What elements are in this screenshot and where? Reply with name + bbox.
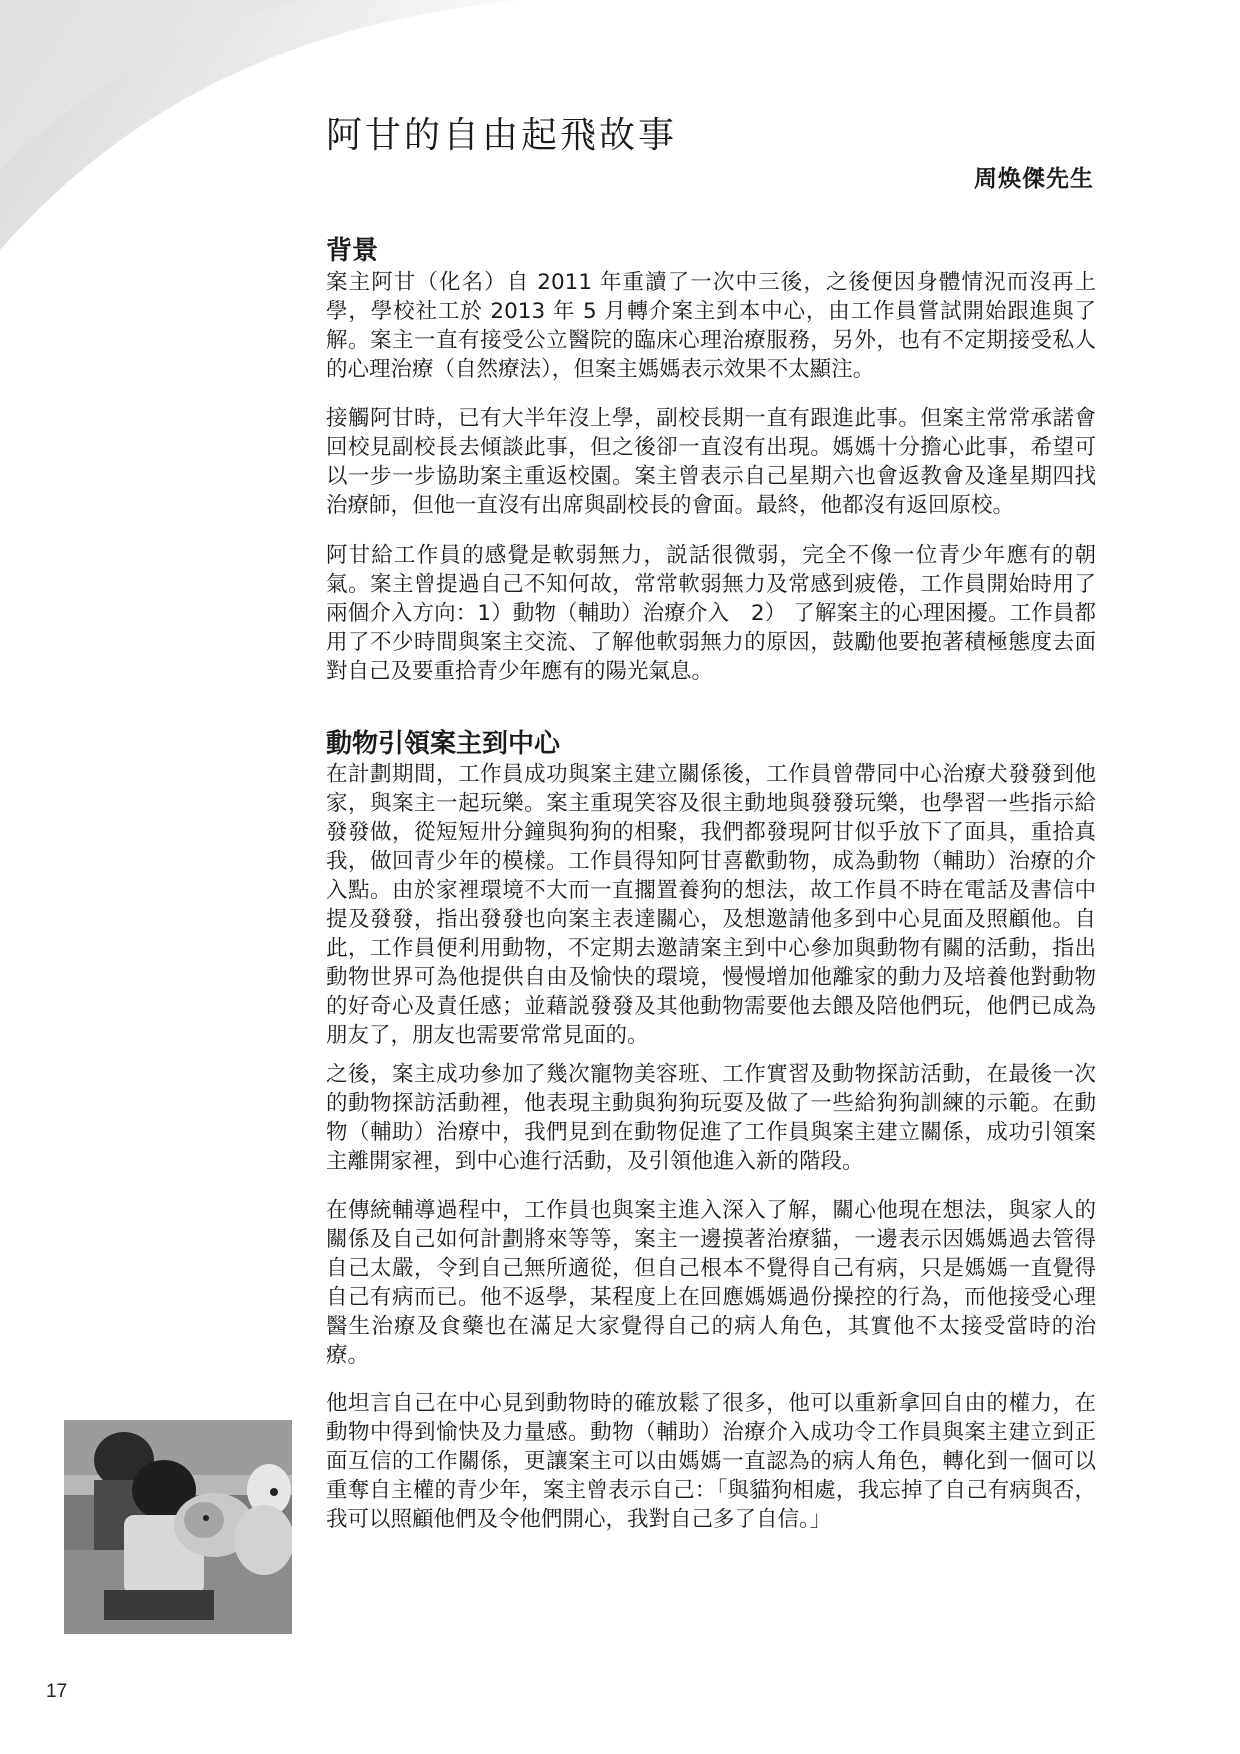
- paragraph: 案主阿甘（化名）自 2011 年重讀了一次中三後，之後便因身體情況而沒再上學，學校社工於 2013 年 5 月轉介案主到本中心，由工作員嘗試開始跟進與了解。案主一直有接受公立醫院的臨床心理治療服務，另外，也有不定期接受私人的心理治療（自然療法），但案主媽媽表示效果不太顯注。: [326, 270, 1096, 382]
- article-title: 阿甘的自由起飛故事: [326, 115, 678, 156]
- paragraph: 他坦言自己在中心見到動物時的確放鬆了很多，他可以重新拿回自由的權力，在動物中得到愉快及力量感。動物（輔助）治療介入成功令工作員與案主建立到正面互信的工作關係，更讓案主可以由媽媽一直認為的病人角色，轉化到一個可以重奪自主權的青少年，案主曾表示自己：「與貓狗相處，我忘掉了自己有病與否，我可以照顧他們及令他們開心，我對自己多了自信。」: [326, 1391, 1096, 1532]
- paragraph: 之後，案主成功參加了幾次寵物美容班、工作實習及動物探訪活動，在最後一次的動物探訪活動裡，他表現主動與狗狗玩耍及做了一些給狗狗訓練的示範。在動物（輔助）治療中，我們見到在動物促進了工作員與案主建立關係，成功引領案主離開家裡，到中心進行活動，及引領他進入新的階段。: [326, 1062, 1096, 1174]
- paragraph: 阿甘給工作員的感覺是軟弱無力，説話很微弱，完全不像一位青少年應有的朝氣。案主曾提過自己不知何故，常常軟弱無力及常感到疲倦，工作員開始時用了兩個介入方向：1）動物（輔助）治療介入 2） 了解案主的心理困擾。工作員都用了不少時間與案主交流、了解他軟弱無力的原因，鼓勵他要抱著積極態度去面對自己及要重拾青少年應有的陽光氣息。: [326, 543, 1096, 684]
- photo-teens-with-dogs: [64, 1420, 292, 1634]
- author-name: 周焕傑先生: [974, 166, 1094, 192]
- paragraph: 接觸阿甘時，已有大半年沒上學，副校長期一直有跟進此事。但案主常常承諾會回校見副校長去傾談此事，但之後卻一直沒有出現。媽媽十分擔心此事，希望可以一步一步協助案主重返校園。案主曾表示自己星期六也會返教會及逢星期四找治療師，但他一直沒有出席與副校長的會面。最終，他都沒有返回原校。: [326, 406, 1096, 518]
- paragraph: 在計劃期間，工作員成功與案主建立關係後，工作員曾帶同中心治療犬發發到他家，與案主一起玩樂。案主重現笑容及很主動地與發發玩樂，也學習一些指示給發發做，從短短卅分鐘與狗狗的相聚，我們都發現阿甘似乎放下了面具，重拾真我，做回青少年的模樣。工作員得知阿甘喜歡動物，成為動物（輔助）治療的介入點。由於家裡環境不大而一直擱置養狗的想法，故工作員不時在電話及書信中提及發發，指出發發也向案主表達關心，及想邀請他多到中心見面及照顧他。自此，工作員便利用動物，不定期去邀請案主到中心參加與動物有關的活動，指出動物世界可為他提供自由及愉快的環境，慢慢增加他離家的動力及培養他對動物的好奇心及責任感；並藉説發發及其他動物需要他去餵及陪他們玩，他們已成為朋友了，朋友也需要常常見面的。: [326, 762, 1096, 1048]
- page-number: 17: [46, 1681, 68, 1702]
- section-heading-animal-guide: 動物引領案主到中心: [326, 729, 561, 759]
- section-heading-background: 背景: [326, 236, 379, 266]
- paragraph: 在傳統輔導過程中，工作員也與案主進入深入了解，關心他現在想法，與家人的關係及自己如何計劃將來等等，案主一邊摸著治療貓，一邊表示因媽媽過去管得自己太嚴，令到自己無所適從，但自己根本不覺得自己有病，只是媽媽一直覺得自己有病而已。他不返學，某程度上在回應媽媽過份操控的行為，而他接受心理醫生治療及食藥也在滿足大家覺得自己的病人角色，其實他不太接受當時的治療。: [326, 1198, 1096, 1368]
